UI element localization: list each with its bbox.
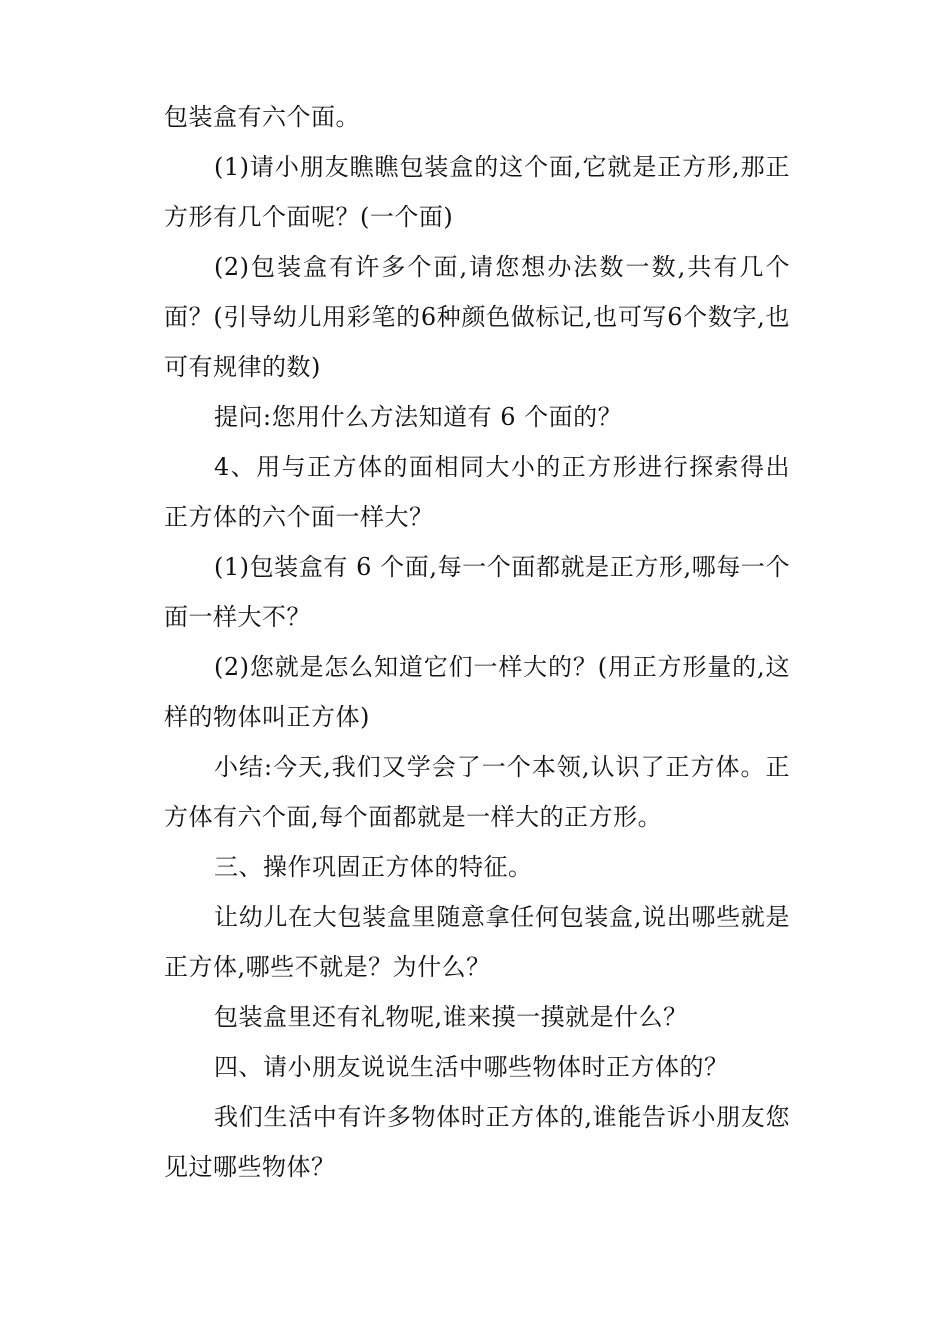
paragraph-gift: 包装盒里还有礼物呢,谁来摸一摸就是什么？ [214, 1003, 688, 1031]
paragraph-step-2: (2)包装盒有许多个面,请您想办法数一数,共有几个面？(引导幼儿用彩笔的6种颜色做标记,也可写6个数字,也可有规律的数) [164, 253, 790, 381]
paragraph-section-4-heading: 四、请小朋友说说生活中哪些物体时正方体的？ [214, 1053, 729, 1081]
paragraph-question: 提问:您用什么方法知道有 6 个面的？ [214, 403, 623, 431]
paragraph-section-4: 4、用与正方体的面相同大小的正方形进行探索得出正方体的六个面一样大？ [164, 453, 790, 531]
paragraph-section-3-heading: 三、操作巩固正方体的特征。 [214, 853, 533, 881]
paragraph-section-4-step-2: (2)您就是怎么知道它们一样大的？(用正方形量的,这样的物体叫正方体) [164, 653, 790, 731]
paragraph-activity: 让幼儿在大包装盒里随意拿任何包装盒,说出哪些就是正方体,哪些不就是？为什么？ [164, 903, 790, 981]
paragraph-continuation: 包装盒有六个面。 [164, 103, 360, 131]
document-page [164, 92, 790, 1192]
paragraph-closing: 我们生活中有许多物体时正方体的,谁能告诉小朋友您见过哪些物体？ [164, 1103, 790, 1181]
paragraph-step-1: (1)请小朋友瞧瞧包装盒的这个面,它就是正方形,那正方形有几个面呢？(一个面) [164, 153, 790, 231]
paragraph-summary: 小结:今天,我们又学会了一个本领,认识了正方体。正方体有六个面,每个面都就是一样大的正方形。 [164, 753, 790, 831]
paragraph-section-4-step-1: (1)包装盒有 6 个面,每一个面都就是正方形,哪每一个面一样大不？ [164, 553, 790, 631]
